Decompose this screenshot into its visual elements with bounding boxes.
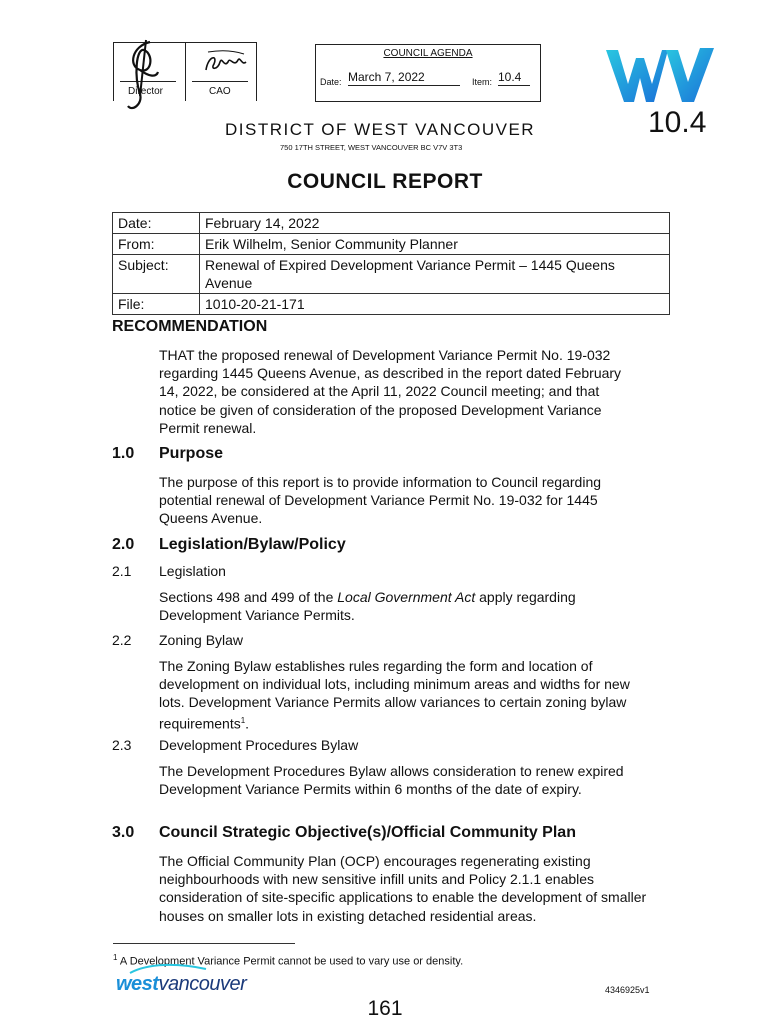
subsection-2-2-text [159,657,657,732]
local-government-act-title: Local Government Act [337,589,476,605]
meta-subject-key: Subject: [113,255,200,294]
agenda-item-label: Item: [472,77,493,87]
meta-subject-value: Renewal of Expired Development Variance Permit – 1445 Queens Avenue [200,255,670,294]
meta-file-key: File: [113,294,200,315]
subsection-2-3-text: The Development Procedures Bylaw allows consideration to renew expired Development Variance Permits within 6 months of the date of expiry. [159,763,624,798]
footer-logo-vancouver: vancouver [158,973,247,995]
meta-from-value: Erik Wilhelm, Senior Community Planner [200,234,670,255]
subsection-2-3-title: Development Procedures Bylaw [159,737,359,753]
subsection-2-1-text [159,588,629,624]
subsection-2-1-title: Legislation [159,563,226,579]
zoning-bylaw-text-end: . [245,715,250,732]
cao-label: CAO [209,86,231,97]
footer-logo [116,973,246,996]
legislation-text-end: apply regarding Development Variance Permits. [159,589,576,624]
footnote-reference: 1 [240,715,246,725]
subsection-2-3-number: 2.3 [112,737,132,753]
document-id: 4346925v1 [605,985,650,995]
page-number: 161 [367,997,403,1020]
agenda-item-number: 10.4 [648,106,707,139]
footnote-marker: 1 [113,953,118,962]
section-1-title: Purpose [159,445,224,462]
footer-logo-west: west [116,973,159,995]
report-meta-table [112,212,670,315]
agenda-item-value: 10.4 [498,70,530,86]
district-address: 750 17TH STREET, WEST VANCOUVER BC V7V 3T3 [280,143,463,152]
section-3-title: Council Strategic Objective(s)/Official Community Plan [159,824,576,841]
table-row [113,213,670,234]
section-1-number: 1.0 [112,445,135,462]
recommendation-heading: RECOMMENDATION [112,318,268,335]
agenda-date-value: March 7, 2022 [348,70,460,86]
subsection-2-2-title: Zoning Bylaw [159,632,244,648]
director-label: Director [128,86,164,97]
cao-signature [200,48,250,78]
legislation-text-start: Sections 498 and 499 of the [159,589,338,605]
footnote-divider [113,943,295,944]
section-2-number: 2.0 [112,536,135,553]
director-signature [110,36,168,118]
section-1-text: The purpose of this report is to provide information to Council regarding potential renewal of Development Variance Permit No. 19-032 for 1445 Queens Avenue. [159,474,602,527]
council-agenda-box [315,44,541,102]
meta-file-value: 1010-20-21-171 [200,294,670,315]
footnote-text: A Development Variance Permit cannot be used to vary use or density. [117,955,464,968]
agenda-title: COUNCIL AGENDA [383,48,473,59]
recommendation-text: THAT the proposed renewal of Development Variance Permit No. 19-032 regarding 1445 Queens Avenue, as described in the report dated February 14, 2022, be considered at the April 11, 2022 Council meeting; and that notice be given of consideration of the proposed Development Variance Permit renewal. [159,347,622,436]
subsection-2-1-number: 2.1 [112,563,132,579]
subsection-2-2-number: 2.2 [112,632,132,648]
section-2-title: Legislation/Bylaw/Policy [159,536,346,553]
cao-signature-line [192,81,248,82]
table-row [113,234,670,255]
agenda-date-label: Date: [320,77,342,87]
district-name: DISTRICT OF WEST VANCOUVER [225,120,536,139]
table-row [113,294,670,315]
meta-date-value: February 14, 2022 [200,213,670,234]
table-row [113,255,670,294]
section-3-text: The Official Community Plan (OCP) encourages regenerating existing neighbourhoods with new sensitive infill units and Policy 2.1.1 enables consideration of site-specific applications to enable the development of smaller houses on smaller lots in existing detached residential areas. [159,853,647,924]
report-title: COUNCIL REPORT [287,170,483,193]
meta-from-key: From: [113,234,200,255]
zoning-bylaw-text: The Zoning Bylaw establishes rules regarding the form and location of development on individual lots, including minimum areas and widths for new lots. Development Variance Permits allow variances to certain zoning bylaw requirements [159,658,630,732]
section-3-number: 3.0 [112,824,135,841]
west-vancouver-wv-logo [604,44,716,104]
meta-date-key: Date: [113,213,200,234]
